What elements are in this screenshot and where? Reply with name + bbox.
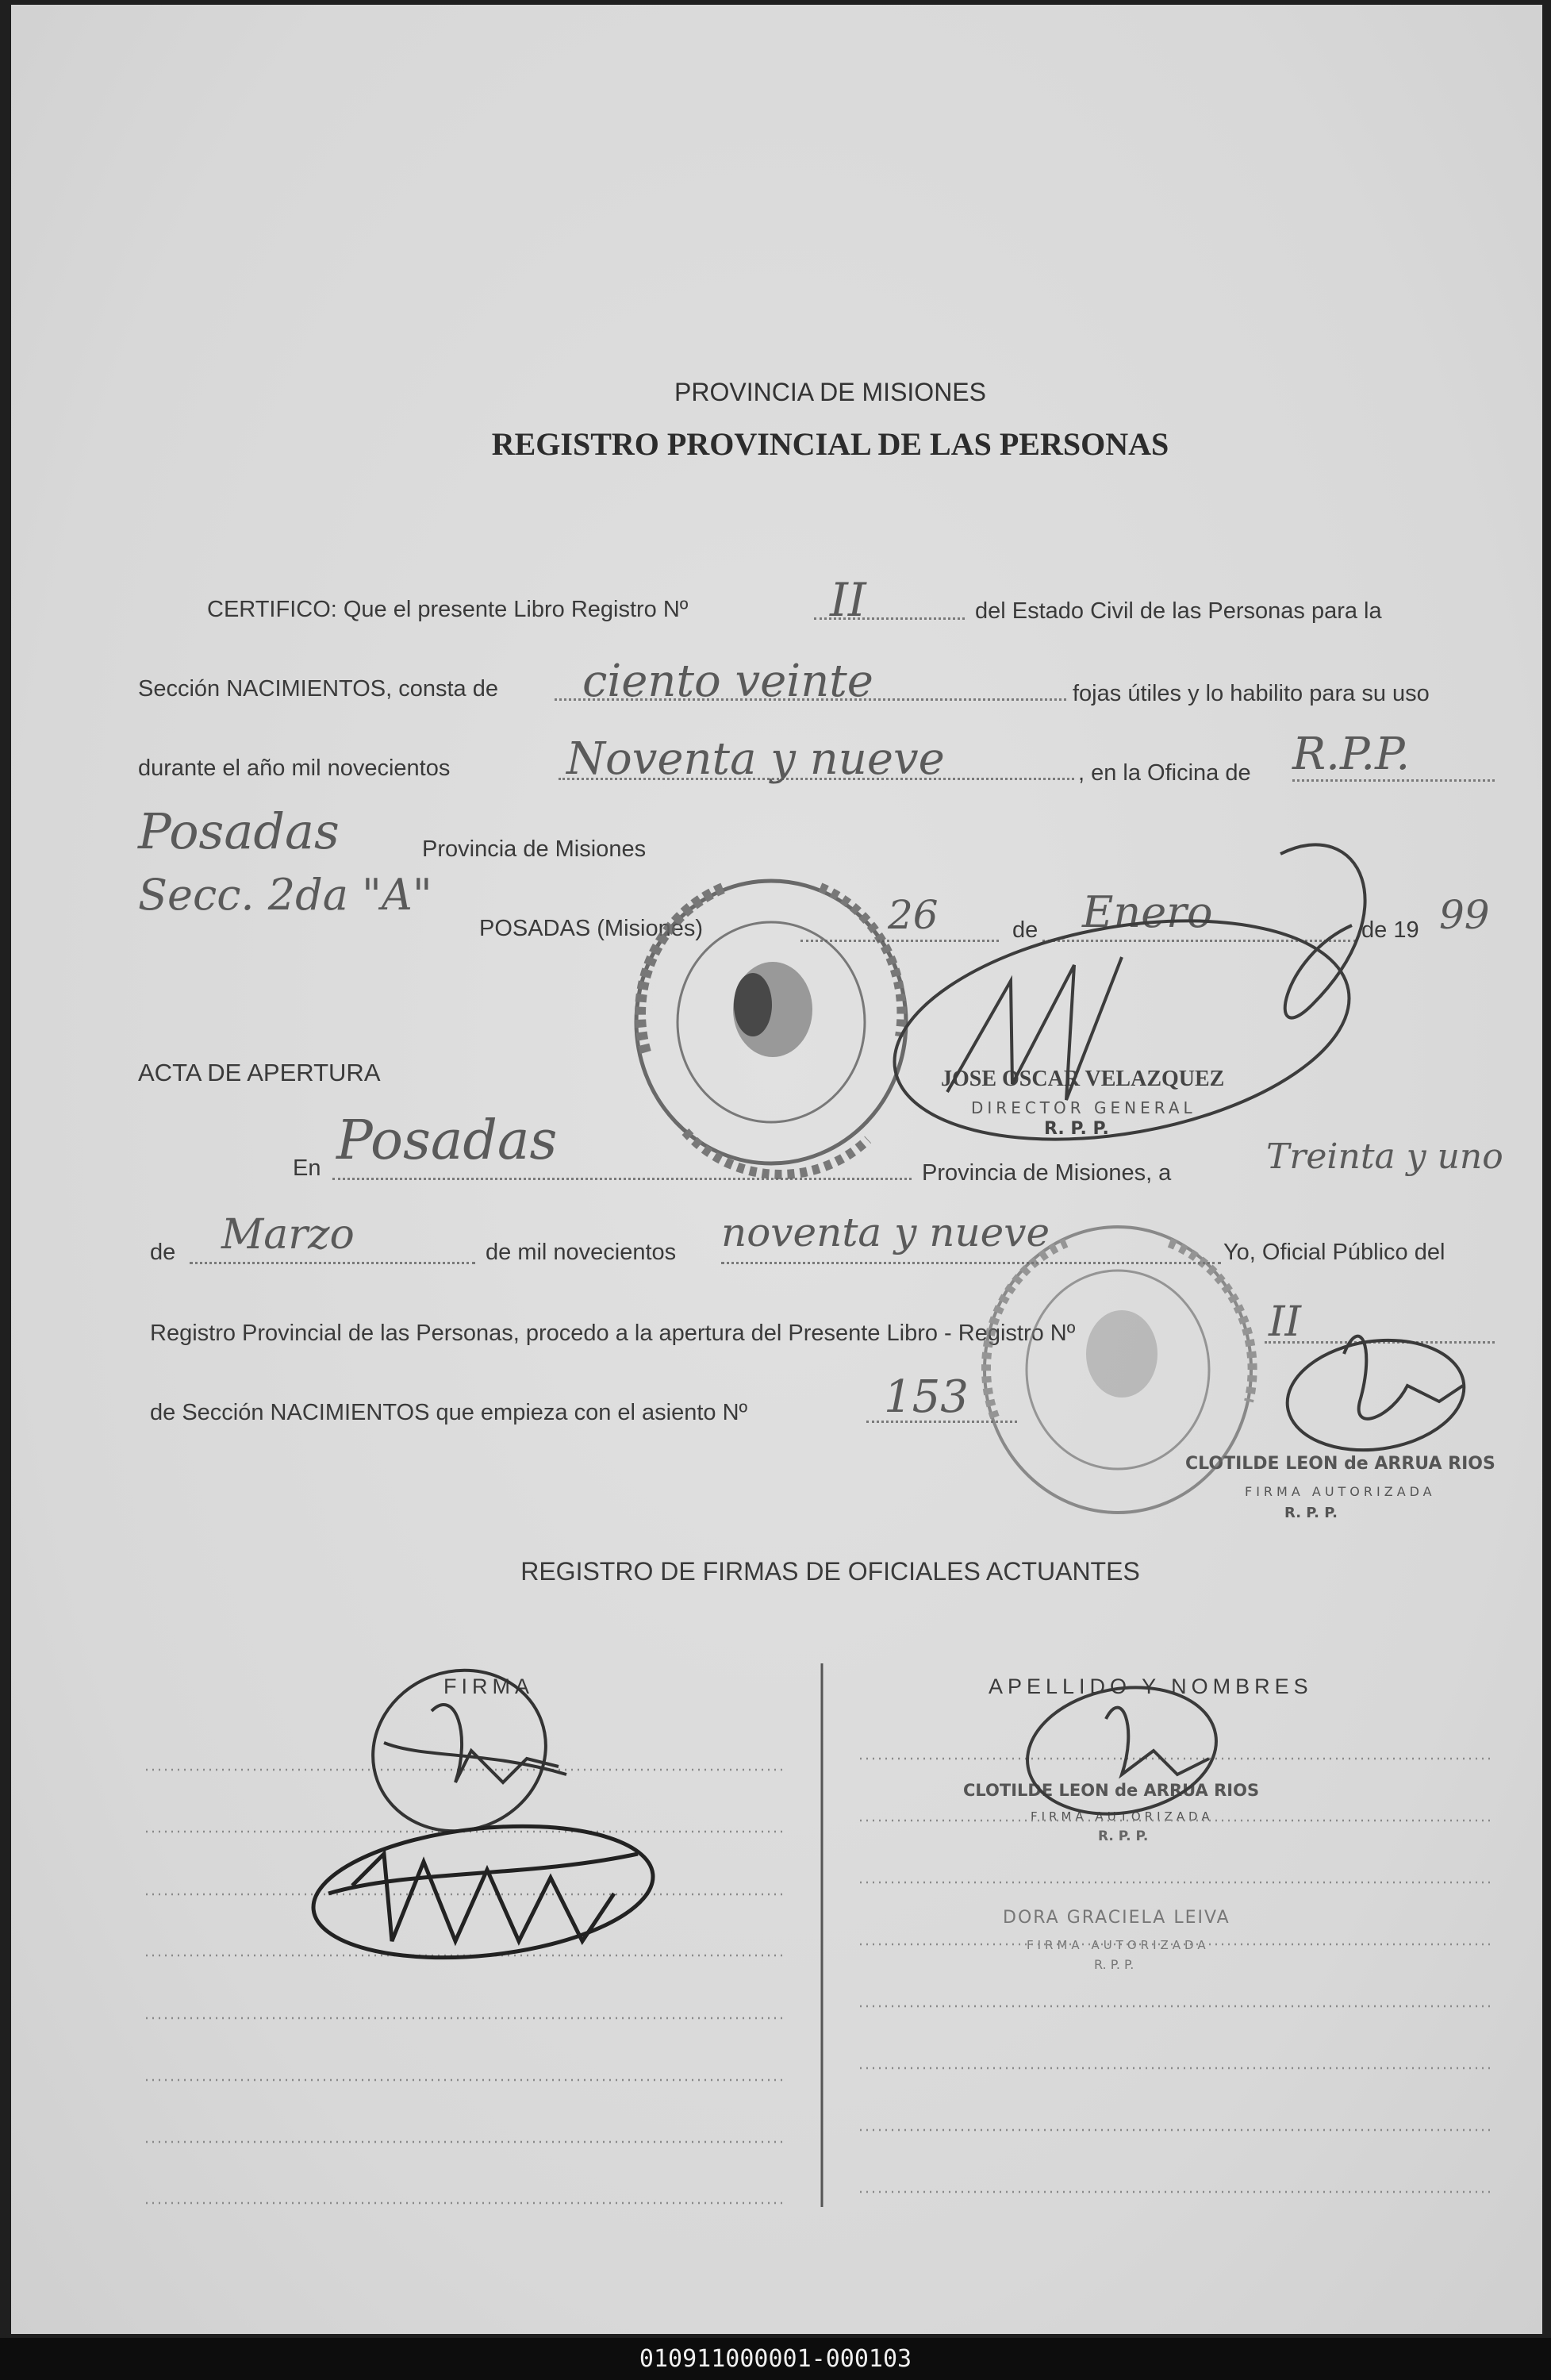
month-handwritten: Enero — [1082, 887, 1213, 937]
fojas-text: fojas útiles y lo habilito para su uso — [1073, 681, 1430, 706]
oficial-title: FIRMA AUTORIZADA — [1245, 1484, 1436, 1499]
apertura-day-handwritten: Treinta y uno — [1266, 1136, 1503, 1177]
apertura-line3: Registro Provincial de las Personas, procedo a la apertura del Presente Libro - Registro Nº — [150, 1321, 1076, 1346]
entry-2-title: FIRMA AUTORIZADA — [1027, 1938, 1210, 1952]
fojas-handwritten: ciento veinte — [582, 656, 873, 707]
day-handwritten: 26 — [888, 892, 939, 938]
apertura-month-handwritten: Marzo — [221, 1211, 355, 1259]
entry-2-org: R. P. P. — [1094, 1957, 1134, 1972]
col-nombres-label: APELLIDO Y NOMBRES — [989, 1674, 1313, 1698]
de-text-2: de — [150, 1240, 176, 1265]
seccion-text: Sección NACIMIENTOS, consta de — [138, 676, 498, 702]
de-text: de — [1012, 917, 1038, 943]
nombres-signature — [1017, 1673, 1226, 1828]
firmas-heading: REGISTRO DE FIRMAS DE OFICIALES ACTUANTES — [520, 1557, 1140, 1586]
mil-text: de mil novecientos — [486, 1240, 677, 1265]
seal-1 — [636, 881, 906, 1175]
apertura-book-handwritten: II — [1269, 1298, 1302, 1346]
entry-1-org: R. P. P. — [1098, 1828, 1149, 1844]
apertura-provincia-text: Provincia de Misiones, a — [922, 1160, 1172, 1186]
asiento-handwritten: 153 — [884, 1371, 969, 1423]
oficial-signature — [1280, 1329, 1472, 1461]
estado-civil-text: del Estado Civil de las Personas para la — [975, 598, 1382, 624]
posadas-text: POSADAS (Misiones) — [479, 916, 704, 941]
oficina-text: , en la Oficina de — [1078, 760, 1251, 786]
durante-text: durante el año mil novecientos — [138, 756, 451, 781]
oficial-name: CLOTILDE LEON de ARRUA RIOS — [1185, 1454, 1495, 1474]
apertura-year-handwritten: noventa y nueve — [721, 1209, 1050, 1255]
oficial-org: R. P. P. — [1284, 1505, 1338, 1521]
registry-heading: REGISTRO PROVINCIAL DE LAS PERSONAS — [491, 426, 1169, 462]
certifico-text: CERTIFICO: Que el presente Libro Registro Nº — [207, 597, 689, 622]
director-title: DIRECTOR GENERAL — [971, 1098, 1196, 1117]
section-handwritten: Secc. 2da "A" — [138, 870, 432, 920]
entry-2-name: DORA GRACIELA LEIVA — [1003, 1908, 1230, 1928]
firmas-rows-left — [146, 1770, 785, 2203]
entry-1-name: CLOTILDE LEON de ARRUA RIOS — [963, 1781, 1260, 1800]
entry-1-title: FIRMA AUTORIZADA — [1031, 1809, 1214, 1824]
director-org: R. P. P. — [1044, 1119, 1109, 1139]
firma-signature-2 — [307, 1811, 659, 1973]
document-page — [11, 5, 1542, 2334]
en-text: En — [293, 1155, 321, 1181]
provincia-text: Provincia de Misiones — [422, 836, 647, 862]
province-heading: PROVINCIA DE MISIONES — [674, 378, 986, 406]
oficina-handwritten: R.P.P. — [1292, 729, 1411, 780]
seal-2 — [985, 1227, 1253, 1513]
yy-handwritten: 99 — [1439, 892, 1490, 938]
yo-text: Yo, Oficial Público del — [1223, 1240, 1445, 1265]
city-handwritten: Posadas — [138, 802, 340, 860]
firma-signature-1 — [350, 1646, 568, 1855]
book-number-handwritten: II — [830, 573, 866, 627]
director-signature — [877, 844, 1366, 1171]
director-name: JOSE OSCAR VELAZQUEZ — [941, 1067, 1225, 1091]
year-handwritten: Noventa y nueve — [566, 733, 945, 785]
firmas-rows-right — [860, 1759, 1495, 2192]
apertura-line4: de Sección NACIMIENTOS que empieza con el asiento Nº — [150, 1400, 748, 1425]
de19-text: de 19 — [1361, 917, 1419, 943]
document-code: 010911000001-000103 — [639, 2345, 912, 2373]
col-firma-label: FIRMA — [443, 1674, 534, 1698]
graphics-overlay — [11, 5, 1542, 2334]
apertura-heading: ACTA DE APERTURA — [138, 1059, 381, 1086]
apertura-city-handwritten: Posadas — [336, 1109, 558, 1172]
